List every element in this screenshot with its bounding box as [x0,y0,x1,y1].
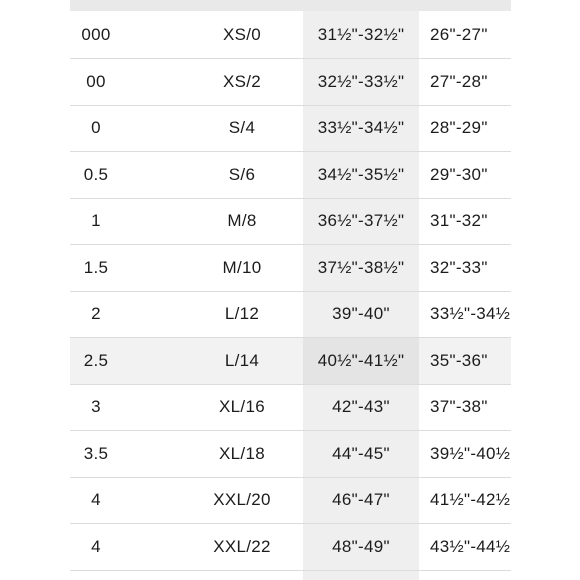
size-letter-cell: S/4 [228,118,256,137]
waist-measure-cell: 26"-27" [430,25,488,44]
size-letter-cell: XXL/22 [213,536,271,556]
size-letter-cell: XL/16 [219,397,265,416]
size-number-cell: 000 [81,25,111,44]
size-letter-cell: M/10 [222,257,262,277]
size-number-cell: 1 [91,211,101,230]
bust-measure-cell: 46"-47" [332,490,390,509]
bust-measure-cell: 37½"-38½" [317,257,405,277]
waist-measure-cell: 43½"-44½ [430,536,511,556]
bust-measure-cell: 48"-49" [332,536,390,556]
waist-measure-cell: 37"-38" [430,397,488,416]
waist-measure-cell: 28"-29" [430,118,488,137]
row-divider [70,570,511,571]
size-letter-cell: M/8 [227,211,257,230]
size-letter-cell: XXL/20 [213,490,271,509]
size-number-cell: 4 [91,490,101,509]
size-number-cell: 1.5 [83,257,109,277]
size-number-cell: 3 [91,397,101,416]
size-number-cell: 0.5 [83,164,109,184]
size-number-cell: 3.5 [83,443,109,463]
size-number-cell: 4 [91,536,101,556]
bust-measure-cell: 39"-40" [332,304,390,323]
bust-measure-cell: 34½"-35½" [317,164,405,184]
size-number-cell: 2 [91,304,101,323]
waist-measure-cell: 29"-30" [430,164,488,184]
waist-measure-cell: 32"-33" [430,257,488,277]
bust-measure-cell: 36½"-37½" [317,211,405,230]
size-letter-cell: L/14 [224,350,260,370]
table-header-strip [70,0,511,11]
bust-measure-cell: 33½"-34½" [317,118,405,137]
size-letter-cell: XL/18 [219,443,265,463]
size-letter-cell: S/6 [228,164,256,184]
size-chart-table [70,0,511,580]
size-number-cell: 2.5 [83,350,109,370]
waist-measure-cell: 33½"-34½ [430,304,511,323]
size-letter-cell: XS/0 [222,25,262,44]
bust-measure-cell: 40½"-41½" [317,350,405,370]
size-number-cell: 00 [86,71,106,91]
waist-measure-cell: 35"-36" [430,350,488,370]
bust-measure-cell: 31½"-32½" [317,25,405,44]
waist-measure-cell: 27"-28" [430,71,488,91]
waist-measure-cell: 31"-32" [430,211,488,230]
bust-measure-cell: 44"-45" [332,443,390,463]
size-letter-cell: L/12 [224,304,260,323]
size-letter-cell: XS/2 [222,71,262,91]
bust-measure-cell: 42"-43" [332,397,390,416]
bust-measure-cell: 32½"-33½" [317,71,405,91]
waist-measure-cell: 41½"-42½ [430,490,511,509]
size-number-cell: 0 [91,118,101,137]
waist-measure-cell: 39½"-40½ [430,443,511,463]
